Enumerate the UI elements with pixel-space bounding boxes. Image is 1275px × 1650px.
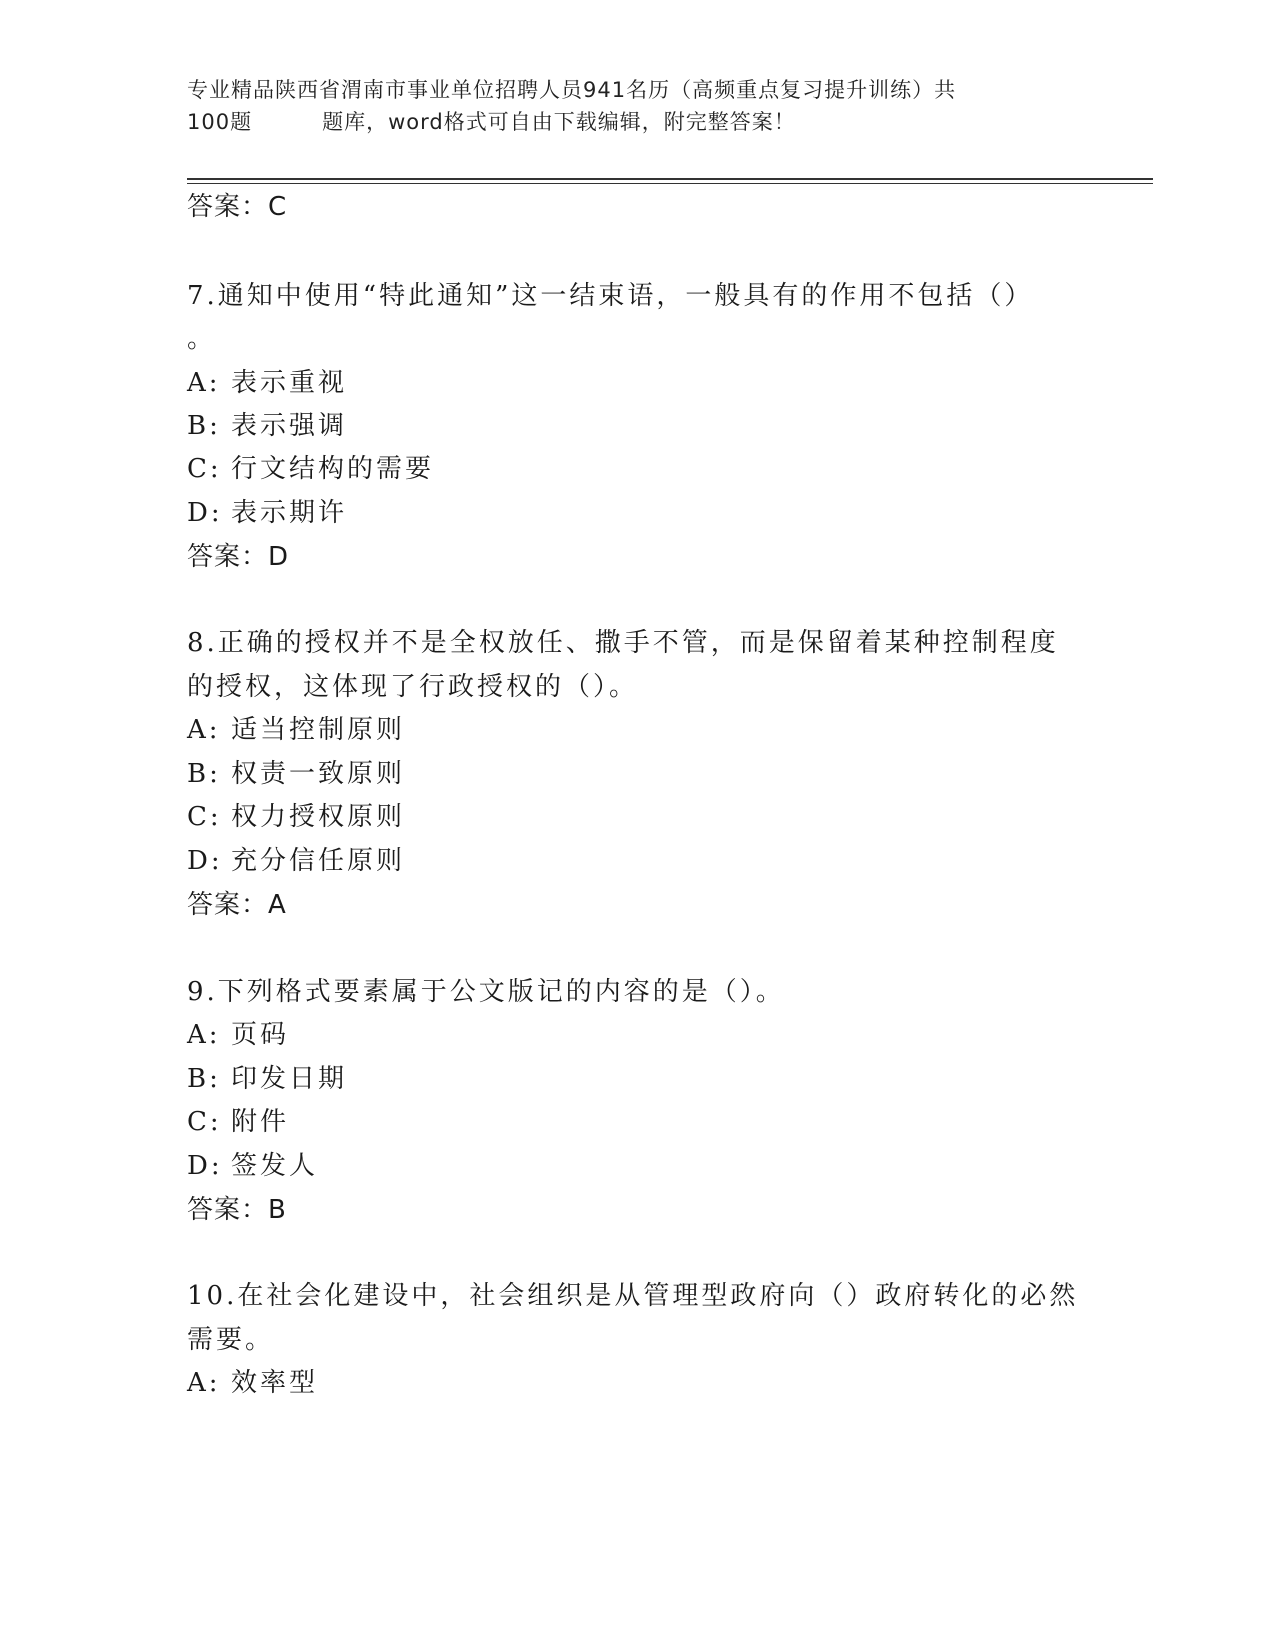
option-a: A: 效率型	[187, 1368, 319, 1398]
header-title-line-1: 专业精品陕西省渭南市事业单位招聘人员941名历（高频重点复习提升训练）共	[187, 78, 957, 102]
option-d: D: 签发人	[187, 1151, 319, 1181]
option-c: C: 权力授权原则	[187, 802, 406, 832]
header-title-count: 100题	[187, 110, 253, 134]
option-a: A: 适当控制原则	[187, 715, 406, 745]
question-answer: 答案：D	[187, 542, 290, 572]
option-a: A: 页码	[187, 1020, 290, 1050]
question-answer: 答案：B	[187, 1195, 287, 1225]
question-stem-line: 需要。	[187, 1325, 275, 1355]
header-rule-thin	[187, 183, 1153, 184]
option-d: D: 表示期许	[187, 498, 348, 528]
option-c: C: 附件	[187, 1107, 290, 1137]
option-a: A: 表示重视	[187, 368, 348, 398]
previous-answer: 答案：C	[187, 192, 288, 222]
header-title-rest: 题库，word格式可自由下载编辑，附完整答案！	[322, 110, 796, 134]
question-stem-line: 。	[187, 324, 217, 354]
option-b: B: 印发日期	[187, 1064, 348, 1094]
question-stem-line: 的授权，这体现了行政授权的（）。	[187, 672, 639, 702]
option-c: C: 行文结构的需要	[187, 454, 435, 484]
question-answer: 答案：A	[187, 890, 287, 920]
question-stem-line: 8.正确的授权并不是全权放任、撒手不管，而是保留着某种控制程度	[187, 628, 1059, 658]
option-d: D: 充分信任原则	[187, 846, 406, 876]
question-stem-line: 9.下列格式要素属于公文版记的内容的是（）。	[187, 977, 785, 1007]
header-title-line-2	[187, 106, 1087, 138]
page-header	[187, 74, 1087, 138]
header-rule-thick	[187, 178, 1153, 180]
question-stem-line: 7.通知中使用“特此通知”这一结束语，一般具有的作用不包括（）	[187, 281, 1034, 311]
option-b: B: 权责一致原则	[187, 759, 406, 789]
question-stem-line: 10.在社会化建设中，社会组织是从管理型政府向（）政府转化的必然	[187, 1281, 1079, 1311]
option-b: B: 表示强调	[187, 411, 348, 441]
